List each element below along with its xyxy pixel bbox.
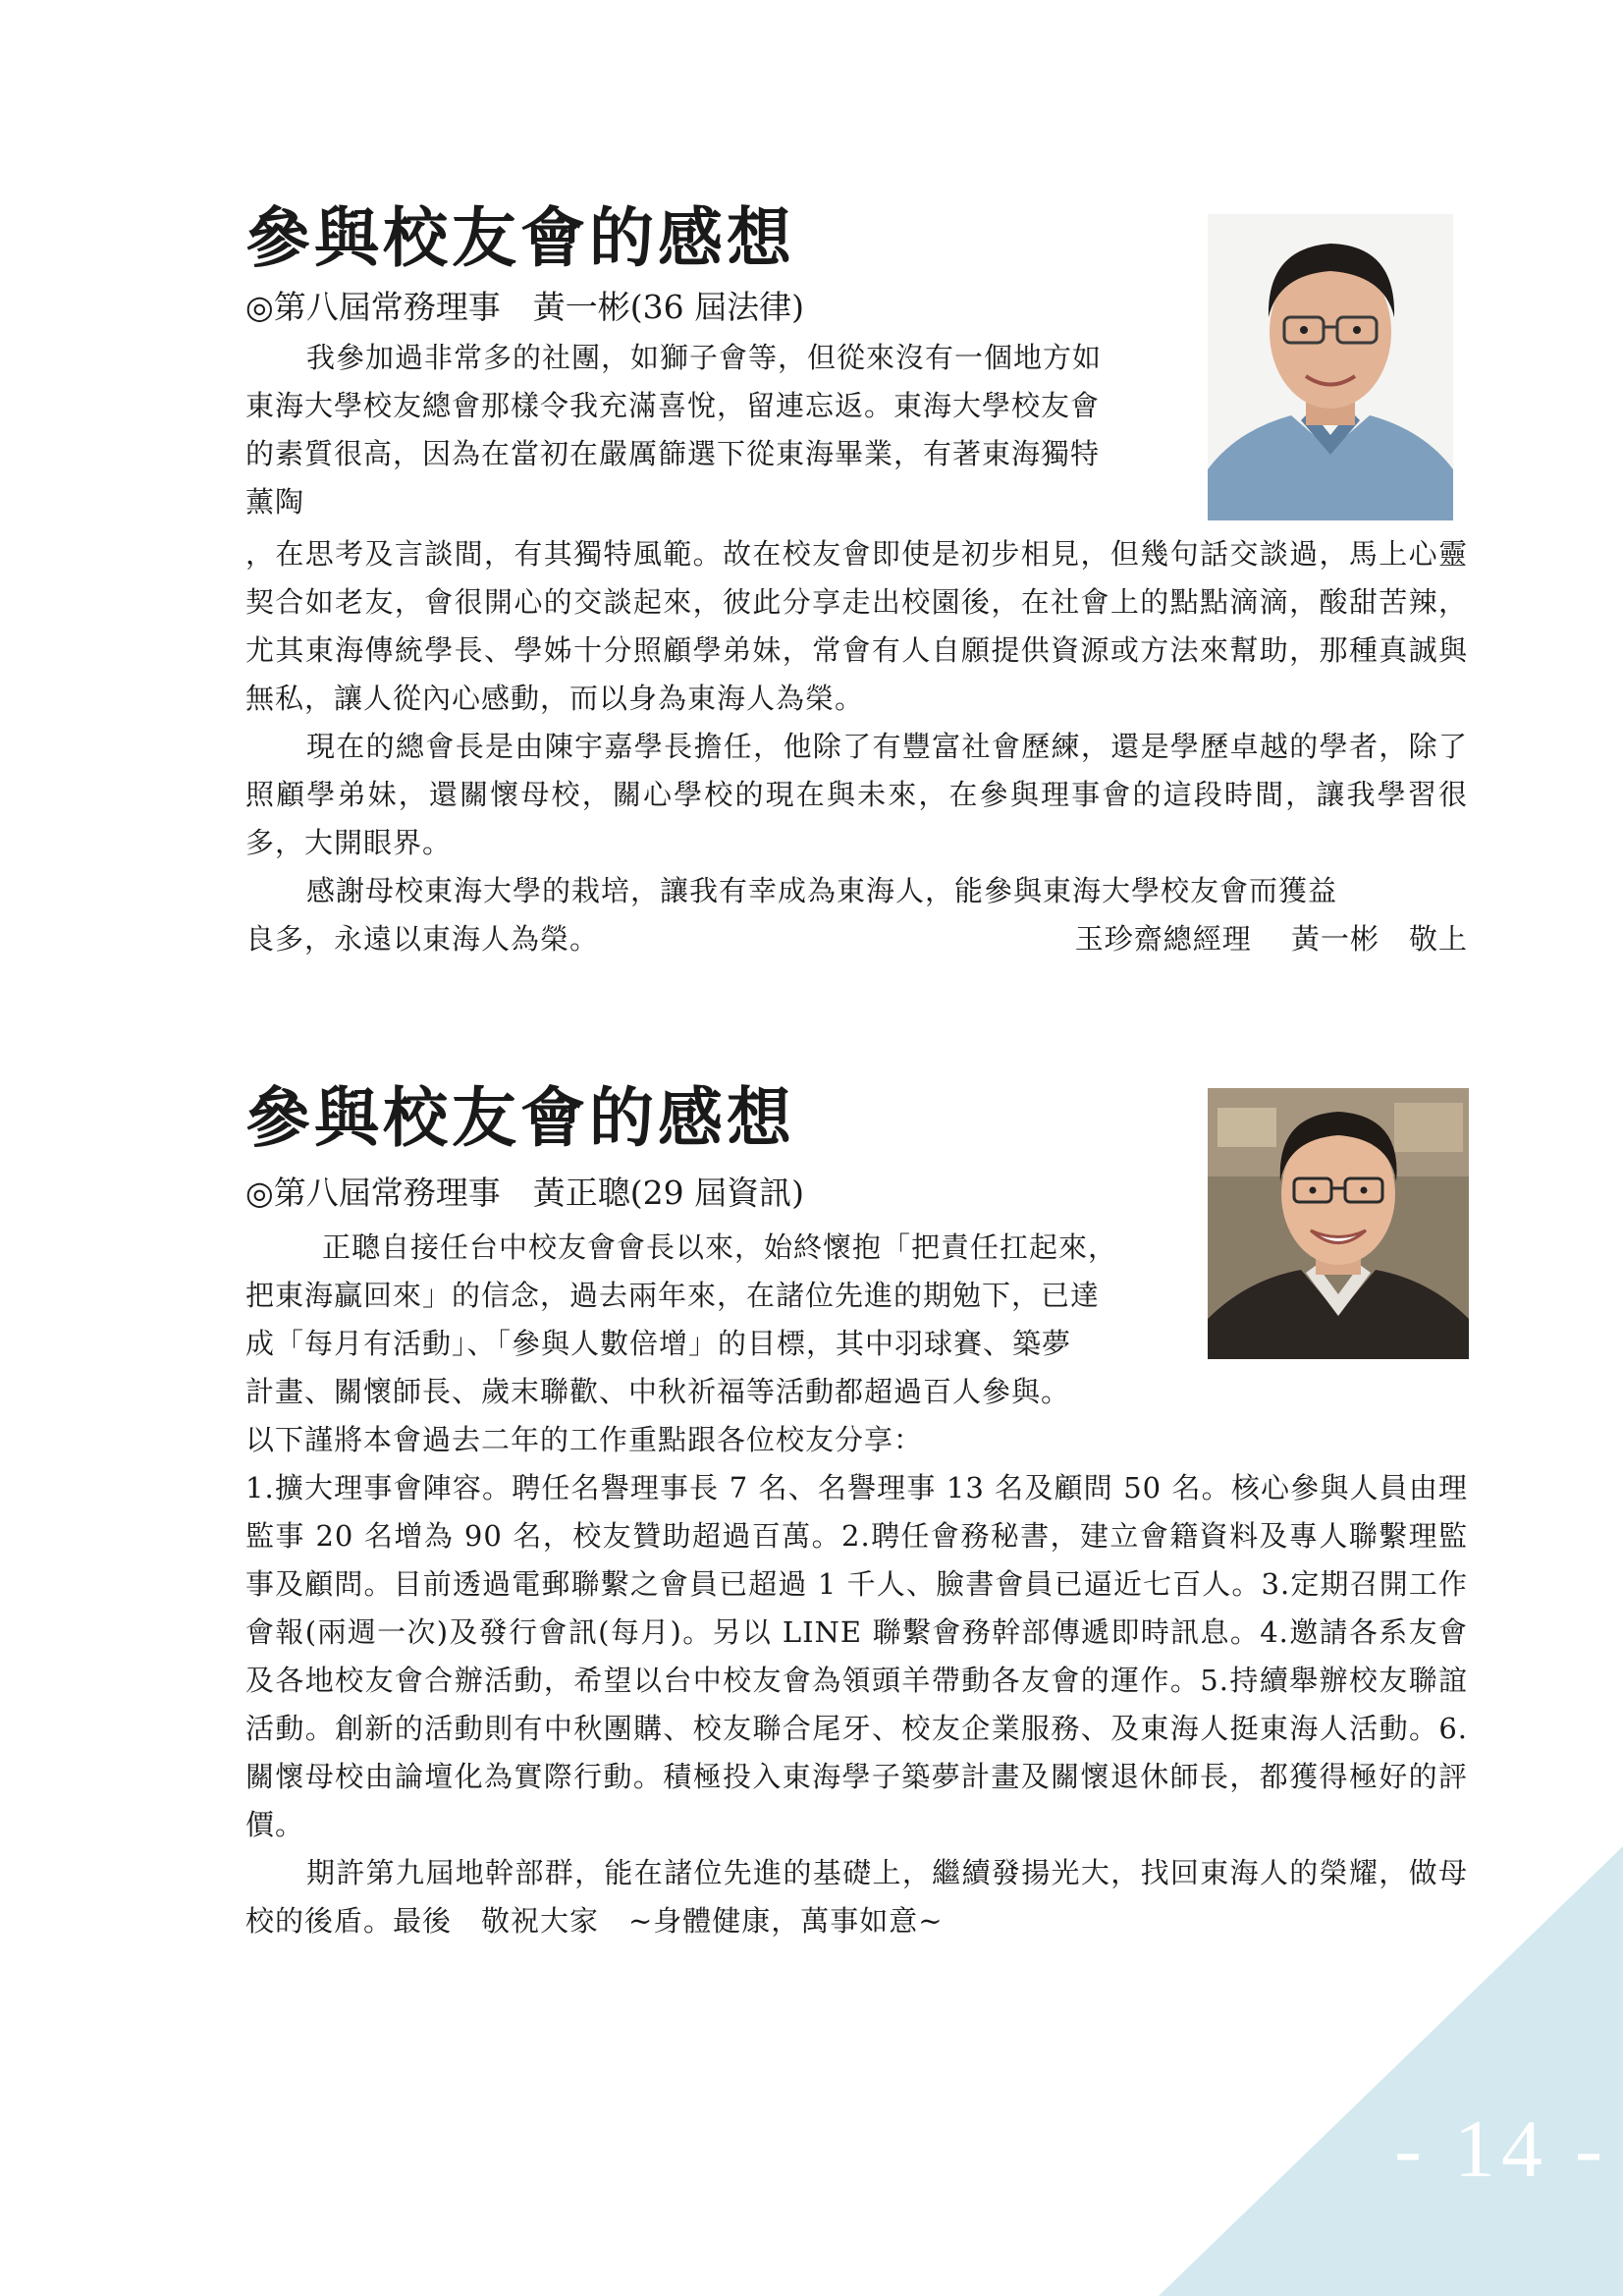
author-photo-huang-zhengcong xyxy=(1208,1088,1469,1359)
article-1 xyxy=(245,187,1468,992)
corner-decoration-triangle xyxy=(1159,1846,1623,2296)
article-2-line-4: 計畫、關懷師長、歲末聯歡、中秋祈福等活動都超過百人參與。 xyxy=(245,1375,1071,1408)
article-2-line-2: 把東海贏回來」的信念，過去兩年來，在諸位先進的期勉下，已達 xyxy=(245,1279,1101,1312)
article-1-paragraph-2: 現在的總會長是由陳宇嘉學長擔任，他除了有豐富社會歷練，還是學歷卓越的學者，除了照顧學弟妹，還關懷母校，關心學校的現在與未來，在參與理事會的這段時間，讓我學習很多，大開眼界。 xyxy=(245,730,1468,859)
article-1-line-4: 薰陶 xyxy=(245,485,305,519)
article-2-title: 參與校友會的感想 xyxy=(245,1079,795,1156)
article-1-line-3: 的素質很高，因為在當初在嚴厲篩選下從東海畢業，有著東海獨特 xyxy=(245,437,1101,470)
article-2-closing: 期許第九屆地幹部群，能在諸位先進的基礎上，繼續發揚光大，找回東海人的榮耀，做母校的後盾。最後 敬祝大家 ~身體健康，萬事如意~ xyxy=(245,1856,1468,1938)
article-2-wrapped-text xyxy=(245,1224,1173,1416)
article-1-line-1: 我參加過非常多的社團，如獅子會等，但從來沒有一個地方如 xyxy=(306,341,1103,374)
article-2-byline: ◎第八屆常務理事 黃正聰(29 屆資訊) xyxy=(245,1174,805,1212)
article-1-body xyxy=(245,530,1468,963)
article-1-signature: 玉珍齋總經理 黃一彬 敬上 xyxy=(1074,922,1468,956)
article-1-paragraph-3-line-2: 良多，永遠以東海人為榮。 xyxy=(245,922,600,956)
page-number: - 14 - xyxy=(1394,2104,1608,2195)
article-1-sign-row xyxy=(245,915,1468,963)
article-2-intro: 以下謹將本會過去二年的工作重點跟各位校友分享： xyxy=(245,1423,924,1456)
article-1-paragraph-3-line-1: 感謝母校東海大學的栽培，讓我有幸成為東海人，能參與東海大學校友會而獲益 xyxy=(306,874,1338,907)
article-1-paragraph-1-rest: ，在思考及言談間，有其獨特風範。故在校友會即使是初步相見，但幾句話交談過，馬上心靈契合如老友，會很開心的交談起來，彼此分享走出校園後，在社會上的點點滴滴，酸甜苦辣，尤其東海傳統學長、學姊十分照顧學弟妹，常會有人自願提供資源或方法來幫助，那種真誠與無私，讓人從內心感動，而以身為東海人為榮。 xyxy=(245,537,1468,715)
author-photo-huang-yibin xyxy=(1208,214,1453,520)
article-2-line-3: 成「每月有活動」、「參與人數倍增」的目標，其中羽球賽、築夢 xyxy=(245,1327,1072,1360)
article-2-line-1: 正聰自接任台中校友會會長以來，始終懷抱「把責任扛起來， xyxy=(322,1230,1118,1264)
article-1-title: 參與校友會的感想 xyxy=(245,199,795,276)
article-1-wrapped-text xyxy=(245,334,1173,526)
article-2-work-points: 1.擴大理事會陣容。聘任名譽理事長 7 名、名譽理事 13 名及顧問 50 名。核心參與人員由理監事 20 名增為 90 名，校友贊助超過百萬。2.聘任會務秘書，建立會籍資料及專人聯繫理監事及顧問。目前透過電郵聯繫之會員已超過 1 千人、臉書會員已逼近七百人。3.定期召開工作會報(兩週一次)及發行會訊(每月)。另以 LINE 聯繫會務幹部傳遞即時訊息。4.邀請各系友會及各地校友會合辦活動，希望以台中校友會為領頭羊帶動各友會的運作。5.持續舉辦校友聯誼活動。創新的活動則有中秋團購、校友聯合尾牙、校友企業服務、及東海人挺東海人活動。6.關懷母校由論壇化為實際行動。積極投入東海學子築夢計畫及關懷退休師長，都獲得極好的評價。 xyxy=(245,1471,1468,1841)
article-1-byline: ◎第八屆常務理事 黃一彬(36 屆法律) xyxy=(245,288,805,326)
article-1-line-2: 東海大學校友總會那樣令我充滿喜悅，留連忘返。東海大學校友會 xyxy=(245,389,1101,422)
